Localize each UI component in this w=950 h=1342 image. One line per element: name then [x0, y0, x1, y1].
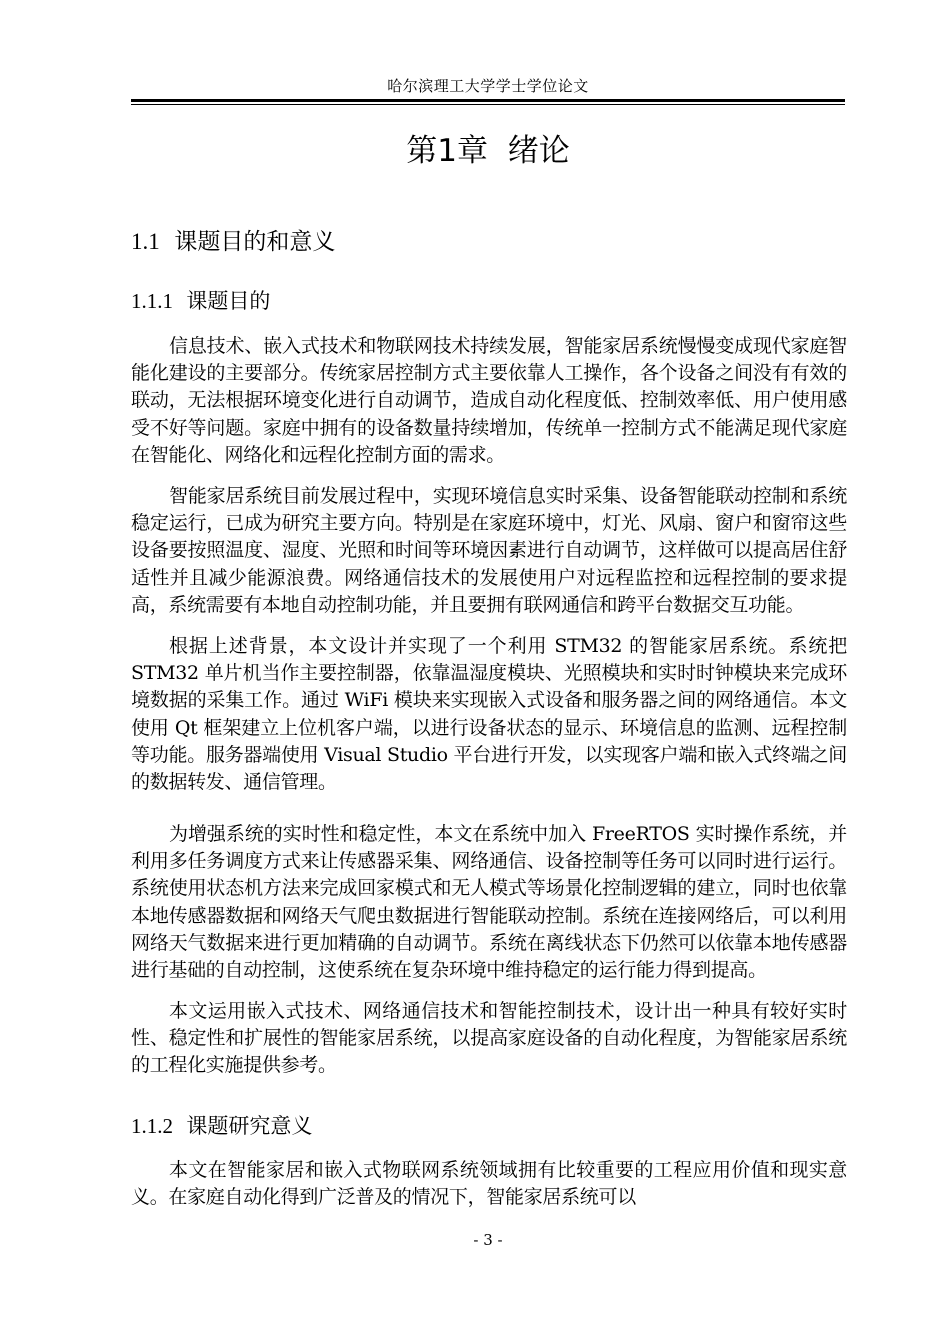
header-rule-thin	[131, 104, 845, 105]
subsection-heading-1-1-1	[131, 287, 270, 315]
chapter-title: 第1章 绪论	[406, 133, 570, 169]
paragraph-4: 为增强系统的实时性和稳定性，本文在系统中加入 FreeRTOS 实时操作系统，并利用多任务调度方式来让传感器采集、网络通信、设备控制等任务可以同时进行运行。系统使用状态机方法来完成回家模式和无人模式等场景化控制逻辑的建立，同时也依靠本地传感器数据和网络天气爬虫数据进行智能联动控制。系统在连接网络后，可以利用网络天气数据来进行更加精确的自动调节。系统在离线状态下仍然可以依靠本地传感器进行基础的自动控制，这使系统在复杂环境中维持稳定的运行能力得到提高。	[131, 823, 847, 982]
page-number: - 3 -	[473, 1231, 503, 1249]
paragraph-5: 本文运用嵌入式技术、网络通信技术和智能控制技术，设计出一种具有较好实时性、稳定性和扩展性的智能家居系统，以提高家庭设备的自动化程度，为智能家居系统的工程化实施提供参考。	[131, 1000, 847, 1077]
subsection-number: 1.1.2	[131, 1114, 173, 1138]
running-header: 哈尔滨理工大学学士学位论文	[387, 77, 589, 95]
section-heading-1-1	[131, 227, 335, 257]
section-number: 1.1	[131, 229, 160, 254]
subsection-heading-1-1-2	[131, 1112, 312, 1140]
section-title: 课题目的和意义	[174, 229, 336, 255]
subsection-number: 1.1.1	[131, 289, 173, 313]
paragraph-3: 根据上述背景，本文设计并实现了一个利用 STM32 的智能家居系统。系统把 STM32 单片机当作主要控制器，依靠温湿度模块、光照模块和实时时钟模块来完成环境数据的采集工作。通过 WiFi 模块来实现嵌入式设备和服务器之间的网络通信。本文使用 Qt 框架建立上位机客户端，以进行设备状态的显示、环境信息的监测、远程控制等功能。服务器端使用 Visual Studio 平台进行开发，以实现客户端和嵌入式终端之间的数据转发、通信管理。	[131, 635, 847, 794]
subsection-title: 课题研究意义	[186, 1114, 313, 1138]
paragraph-1: 信息技术、嵌入式技术和物联网技术持续发展，智能家居系统慢慢变成现代家庭智能化建设的主要部分。传统家居控制方式主要依靠人工操作，各个设备之间没有有效的联动，无法根据环境变化进行自动调节，造成自动化程度低、控制效率低、用户使用感受不好等问题。家庭中拥有的设备数量持续增加，传统单一控制方式不能满足现代家庭在智能化、网络化和远程化控制方面的需求。	[131, 335, 847, 466]
paragraph-2: 智能家居系统目前发展过程中，实现环境信息实时采集、设备智能联动控制和系统稳定运行，已成为研究主要方向。特别是在家庭环境中，灯光、风扇、窗户和窗帘这些设备要按照温度、湿度、光照和时间等环境因素进行自动调节，这样做可以提高居住舒适性并且减少能源浪费。网络通信技术的发展使用户对远程监控和远程控制的要求提高，系统需要有本地自动控制功能，并且要拥有联网通信和跨平台数据交互功能。	[131, 485, 847, 616]
paragraph-6: 本文在智能家居和嵌入式物联网系统领域拥有比较重要的工程应用价值和现实意义。在家庭自动化得到广泛普及的情况下，智能家居系统可以	[131, 1159, 847, 1209]
subsection-title: 课题目的	[186, 289, 271, 313]
header-rule-thick	[131, 99, 845, 102]
